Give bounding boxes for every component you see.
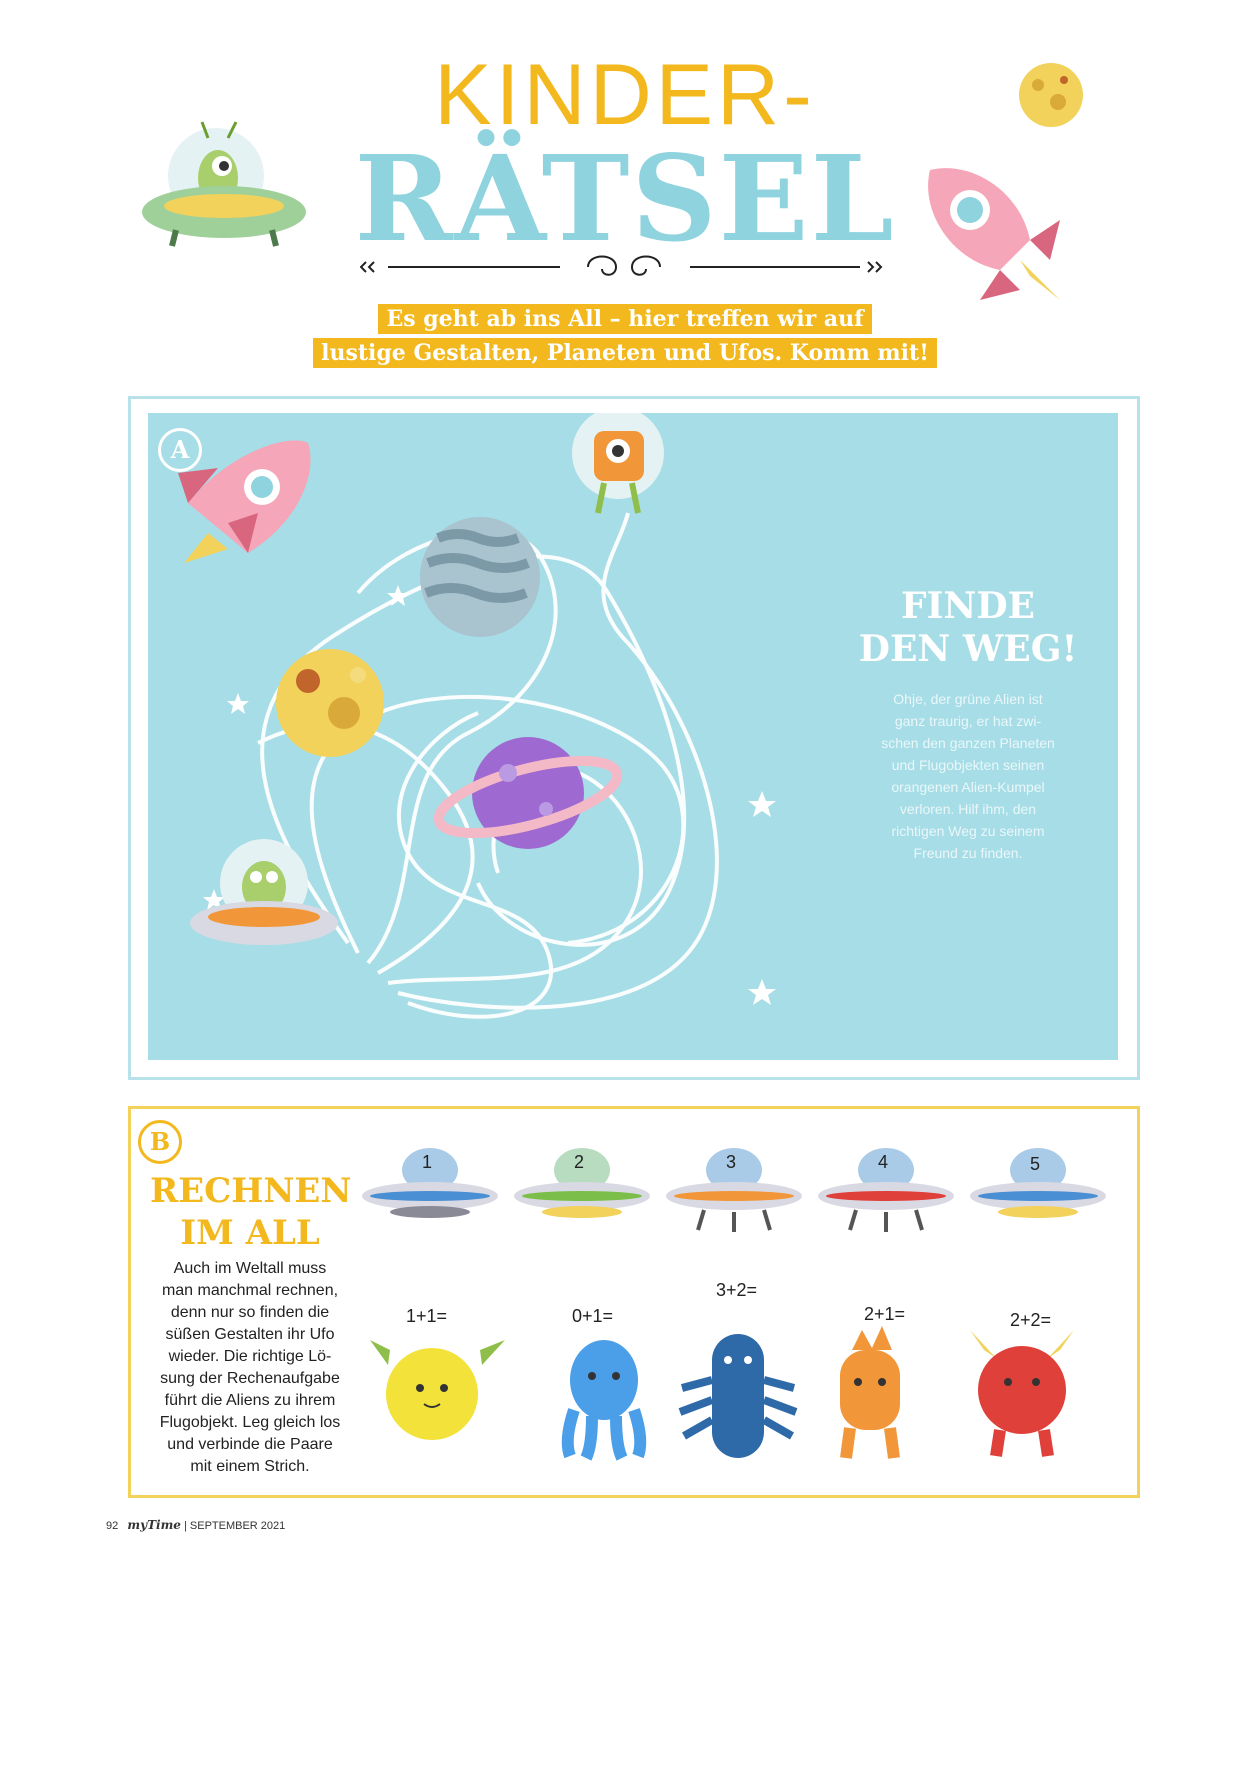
math-heading-line-2: IM ALL	[180, 1213, 320, 1253]
math-text-line: Auch im Weltall muss	[173, 1260, 327, 1277]
rocket-illustration	[910, 150, 1070, 310]
intro-line-2: lustige Gestalten, Planeten und Ufos. Komm mit!	[313, 338, 937, 368]
ufo-number-4: 4	[878, 1152, 889, 1172]
brand-logo: myTime	[127, 1518, 181, 1532]
math-text-line: süßen Gestalten ihr Ufo	[165, 1326, 335, 1343]
maze-text-line: orangenen Alien-Kumpel	[891, 779, 1045, 795]
ufo-illustration	[136, 108, 312, 258]
math-text-line: wieder. Die richtige Lö-	[168, 1348, 332, 1365]
page-footer	[106, 1518, 285, 1532]
maze-heading-line-2: DEN WEG!	[858, 628, 1078, 671]
math-text-line: sung der Rechenaufgabe	[160, 1370, 340, 1387]
maze-text-line: und Flugobjekten seinen	[891, 757, 1045, 773]
badge-a: A	[158, 428, 202, 472]
maze-text-line: ganz traurig, er hat zwi-	[894, 713, 1042, 729]
ufo-number-3: 3	[726, 1152, 737, 1172]
maze-text-line: Ohje, der grüne Alien ist	[893, 691, 1043, 707]
math-heading-line-1: RECHNEN	[150, 1171, 352, 1211]
math-text-line: denn nur so finden die	[170, 1304, 330, 1321]
monster-navy	[680, 1334, 796, 1458]
equation-3: 3+2=	[716, 1280, 758, 1300]
math-text-line: und verbinde die Paare	[167, 1436, 333, 1453]
ufo-number-2: 2	[574, 1152, 585, 1172]
math-text-line: mit einem Strich.	[190, 1458, 310, 1475]
maze-instructions	[858, 688, 1078, 864]
monster-row	[360, 1310, 1110, 1470]
title-line-2: RÄTSEL	[354, 129, 896, 268]
intro-line-1: Es geht ab ins All – hier treffen wir auf	[378, 304, 871, 334]
badge-b: B	[138, 1120, 182, 1164]
maze-text-line: richtigen Weg zu seinem	[891, 823, 1045, 839]
maze-heading-line-1: FINDE	[901, 585, 1035, 627]
maze-illustration	[148, 413, 868, 1060]
math-text-line: Flugobjekt. Leg gleich los	[159, 1414, 341, 1431]
monster-yellow	[370, 1340, 505, 1440]
ufo-number-5: 5	[1030, 1154, 1041, 1174]
intro-text	[0, 302, 1250, 370]
math-text-line: man manchmal rechnen,	[161, 1282, 339, 1299]
monster-red	[970, 1330, 1074, 1456]
ufo-number-1: 1	[422, 1152, 433, 1172]
math-text-line: führt die Aliens zu ihrem	[164, 1392, 336, 1409]
equation-1: 1+1=	[406, 1306, 448, 1326]
issue-date: | SEPTEMBER 2021	[183, 1520, 286, 1532]
maze-heading	[838, 585, 1098, 671]
monster-blue-squid	[568, 1340, 641, 1458]
title-line-1: KINDER-	[434, 47, 816, 143]
equation-5: 2+2=	[1010, 1310, 1052, 1330]
moon-illustration	[1016, 60, 1086, 130]
ornament-divider	[360, 250, 890, 284]
math-heading	[150, 1170, 350, 1254]
maze-text-line: Freund zu finden.	[913, 845, 1023, 861]
monster-orange	[840, 1326, 900, 1458]
equation-2: 0+1=	[572, 1306, 614, 1326]
equation-4: 2+1=	[864, 1304, 906, 1324]
page-number: 92	[106, 1520, 119, 1532]
maze-text-line: verloren. Hilf ihm, den	[899, 801, 1037, 817]
maze-text-line: schen den ganzen Planeten	[881, 735, 1055, 751]
math-instructions	[150, 1258, 350, 1478]
